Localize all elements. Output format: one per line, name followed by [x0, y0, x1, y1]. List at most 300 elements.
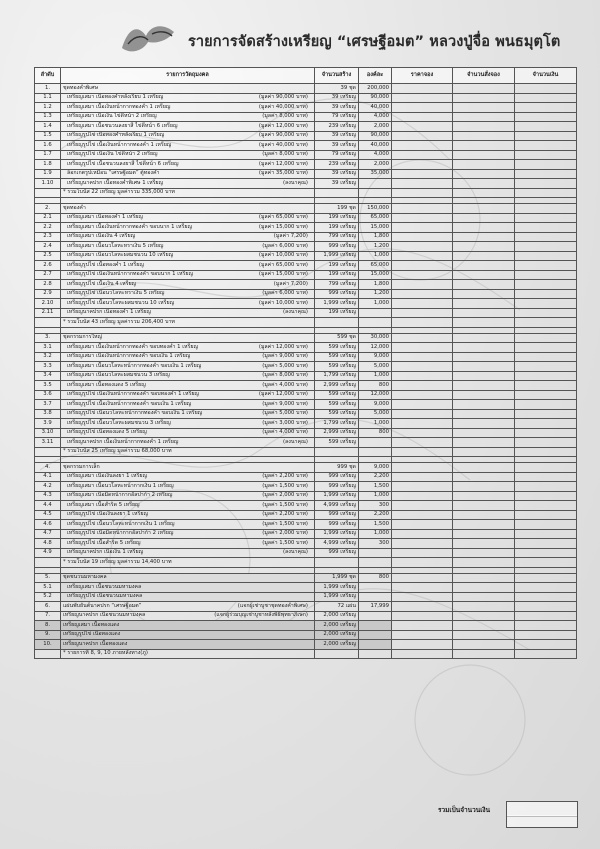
- reserve-price-field[interactable]: [392, 343, 453, 353]
- item-value-note: (มูลค่า 3,000 บาท): [262, 419, 308, 426]
- table-row: [35, 539, 577, 549]
- reserve-price-field[interactable]: [392, 558, 453, 568]
- reserve-price-field[interactable]: [392, 539, 453, 549]
- item-name: เหรียญเสมา เนื้อเงินหน้ากากทองคำ 1 เหรียญ: [67, 103, 171, 110]
- item-name: เหรียญเสมา เนื้อทองคำหลังเรียบ 1 เหรียญ: [67, 94, 164, 101]
- order-quantity-field[interactable]: [453, 122, 515, 132]
- reserve-price-field[interactable]: [392, 270, 453, 280]
- amount-field[interactable]: [515, 122, 577, 132]
- reserve-price-field[interactable]: [392, 242, 453, 252]
- order-quantity-field[interactable]: [453, 213, 515, 223]
- quantity-cell: 599 เหรียญ: [315, 343, 359, 353]
- reserve-price-field[interactable]: [392, 280, 453, 290]
- table-row: [35, 112, 577, 122]
- column-header: องค์ละ: [359, 68, 392, 84]
- row-number: 3.2: [35, 352, 61, 362]
- amount-field[interactable]: [515, 520, 577, 530]
- amount-field[interactable]: [515, 84, 577, 94]
- amount-field[interactable]: [515, 318, 577, 328]
- order-quantity-field[interactable]: [453, 289, 515, 299]
- item-name-cell: [61, 573, 315, 583]
- row-number: 2.6: [35, 261, 61, 271]
- item-name: เหรียญนาคปรก เนื้อเงินหน้ากากทองคำ 1 เหรียญ: [67, 438, 179, 445]
- unit-price-cell: 800: [359, 428, 392, 438]
- order-quantity-field[interactable]: [453, 232, 515, 242]
- order-quantity-field[interactable]: [453, 261, 515, 271]
- order-quantity-field[interactable]: [453, 318, 515, 328]
- amount-field[interactable]: [515, 390, 577, 400]
- reserve-price-field[interactable]: [392, 131, 453, 141]
- reserve-price-field[interactable]: [392, 188, 453, 198]
- reserve-price-field[interactable]: [392, 520, 453, 530]
- item-name: ชุดทองคำพิเศษ: [63, 84, 98, 91]
- quantity-cell: 2,000 เหรียญ: [315, 621, 359, 631]
- order-quantity-field[interactable]: [453, 482, 515, 492]
- order-quantity-field[interactable]: [453, 362, 515, 372]
- amount-field[interactable]: [515, 419, 577, 429]
- amount-field[interactable]: [515, 573, 577, 583]
- item-name: เหรียญรูปไข่ เนื้อทองแดง 5 เหรียญ: [67, 429, 147, 436]
- section-row: [35, 573, 577, 583]
- order-quantity-field[interactable]: [453, 280, 515, 290]
- row-number: 3.8: [35, 409, 61, 419]
- item-value-note: (มูลค่า 65,000 บาท): [258, 214, 308, 221]
- table-row: [35, 261, 577, 271]
- quantity-cell: 2,000 เหรียญ: [315, 630, 359, 640]
- order-quantity-field[interactable]: [453, 630, 515, 640]
- unit-price-cell: [359, 583, 392, 593]
- amount-field[interactable]: [515, 188, 577, 198]
- order-quantity-field[interactable]: [453, 169, 515, 179]
- item-name: เหรียญรูปไข่ เนื้อทองคำ 1 เหรียญ: [67, 261, 144, 268]
- reserve-price-field[interactable]: [392, 463, 453, 473]
- item-name: เหรียญรูปไข่ เนื้อมีดหน้ากากอัลปาก้า 2 เหรียญ: [67, 530, 174, 537]
- item-name: * รวมโบนัส 25 เหรียญ มูลค่ารวม 68,000 บาท: [63, 448, 172, 455]
- amount-field[interactable]: [515, 103, 577, 113]
- table-body: [35, 84, 577, 659]
- item-value-note: (มูลค่า 8,000 บาท): [262, 113, 308, 120]
- reserve-price-field[interactable]: [392, 308, 453, 318]
- reserve-price-field[interactable]: [392, 289, 453, 299]
- reserve-price-field[interactable]: [392, 362, 453, 372]
- reserve-price-field[interactable]: [392, 583, 453, 593]
- order-quantity-field[interactable]: [453, 131, 515, 141]
- row-number: 1.6: [35, 141, 61, 151]
- unit-price-cell: 30,000: [359, 333, 392, 343]
- quantity-cell: 199 เหรียญ: [315, 261, 359, 271]
- table-row: [35, 308, 577, 318]
- item-name-cell: [61, 548, 315, 558]
- quantity-cell: 199 ชุด: [315, 204, 359, 214]
- reserve-price-field[interactable]: [392, 122, 453, 132]
- item-name-cell: [61, 501, 315, 511]
- reserve-price-field[interactable]: [392, 223, 453, 233]
- row-number: 5.2: [35, 592, 61, 602]
- item-value-note: (มูลค่า 8,000 บาท): [262, 151, 308, 158]
- table-row: [35, 299, 577, 309]
- order-quantity-field[interactable]: [453, 463, 515, 473]
- reserve-price-field[interactable]: [392, 472, 453, 482]
- amount-field[interactable]: [515, 270, 577, 280]
- item-name: เหรียญนาคปรก เนื้อทองคำ 1 เหรียญ: [67, 309, 151, 316]
- amount-field[interactable]: [515, 381, 577, 391]
- amount-field[interactable]: [515, 438, 577, 448]
- reserve-price-field[interactable]: [392, 93, 453, 103]
- item-name-cell: [61, 390, 315, 400]
- quantity-cell: 199 เหรียญ: [315, 270, 359, 280]
- item-name: * รวมโบนัส 22 เหรียญ มูลค่ารวม 335,000 บาท: [63, 189, 175, 196]
- table-row: [35, 482, 577, 492]
- reserve-price-field[interactable]: [392, 482, 453, 492]
- reserve-price-field[interactable]: [392, 204, 453, 214]
- amount-field[interactable]: [515, 261, 577, 271]
- amount-field[interactable]: [515, 592, 577, 602]
- reserve-price-field[interactable]: [392, 179, 453, 189]
- order-quantity-field[interactable]: [453, 640, 515, 650]
- order-quantity-field[interactable]: [453, 179, 515, 189]
- reserve-price-field[interactable]: [392, 84, 453, 94]
- order-quantity-field[interactable]: [453, 93, 515, 103]
- order-quantity-field[interactable]: [453, 390, 515, 400]
- item-value-note: (มูลค่า 35,000 บาท): [258, 170, 308, 177]
- amount-field[interactable]: [515, 640, 577, 650]
- reserve-price-field[interactable]: [392, 592, 453, 602]
- order-quantity-field[interactable]: [453, 251, 515, 261]
- unit-price-cell: 800: [359, 573, 392, 583]
- item-name: เหรียญรูปไข่ เนื้อสำริด 5 เหรียญ: [67, 539, 141, 546]
- reserve-price-field[interactable]: [392, 160, 453, 170]
- item-name: เหรียญรูปไข่ เนื้อนวโลหะหน้ากากเงิน 1 เหรียญ: [67, 520, 175, 527]
- reserve-price-field[interactable]: [392, 299, 453, 309]
- unit-price-cell: 2,000: [359, 122, 392, 132]
- unit-price-cell: 15,000: [359, 270, 392, 280]
- row-number: 2.11: [35, 308, 61, 318]
- reserve-price-field[interactable]: [392, 438, 453, 448]
- amount-field[interactable]: [515, 558, 577, 568]
- order-quantity-field[interactable]: [453, 539, 515, 549]
- row-number: 3.10: [35, 428, 61, 438]
- item-name: เหรียญเสมา เนื้อเงินหน้ากากทองคำ ขอบเงิน 1 เหรียญ: [67, 353, 191, 360]
- amount-field[interactable]: [515, 251, 577, 261]
- bonus-summary-row: [35, 188, 577, 198]
- order-quantity-field[interactable]: [453, 409, 515, 419]
- amount-field[interactable]: [515, 179, 577, 189]
- amount-field[interactable]: [515, 223, 577, 233]
- quantity-cell: 799 เหรียญ: [315, 280, 359, 290]
- reserve-price-field[interactable]: [392, 428, 453, 438]
- amount-field[interactable]: [515, 539, 577, 549]
- item-name: ชุดชนวนมหามงคล: [63, 574, 107, 581]
- order-quantity-field[interactable]: [453, 510, 515, 520]
- item-value-note: (มูลค่า 4,000 บาท): [262, 381, 308, 388]
- reserve-price-field[interactable]: [392, 621, 453, 631]
- reserve-price-field[interactable]: [392, 400, 453, 410]
- row-number: 6.: [35, 602, 61, 612]
- reserve-price-field[interactable]: [392, 169, 453, 179]
- amount-field[interactable]: [515, 482, 577, 492]
- amount-field[interactable]: [515, 160, 577, 170]
- unit-price-cell: 1,000: [359, 491, 392, 501]
- reserve-price-field[interactable]: [392, 352, 453, 362]
- item-value-note: (มูลค่า 7,200): [273, 280, 308, 287]
- order-quantity-field[interactable]: [453, 223, 515, 233]
- item-name-cell: [61, 251, 315, 261]
- table-row: [35, 251, 577, 261]
- reserve-price-field[interactable]: [392, 261, 453, 271]
- order-quantity-field[interactable]: [453, 573, 515, 583]
- amount-field[interactable]: [515, 352, 577, 362]
- bonus-summary-row: [35, 447, 577, 457]
- amount-field[interactable]: [515, 289, 577, 299]
- item-name: เหรียญเสมา เนื้อนวโลหะหราเงิน 5 เหรียญ: [67, 242, 164, 249]
- order-quantity-field[interactable]: [453, 112, 515, 122]
- amount-field[interactable]: [515, 447, 577, 457]
- amount-field[interactable]: [515, 362, 577, 372]
- order-quantity-field[interactable]: [453, 611, 515, 621]
- amount-field[interactable]: [515, 213, 577, 223]
- amount-field[interactable]: [515, 308, 577, 318]
- bonus-summary-row: [35, 318, 577, 328]
- order-quantity-field[interactable]: [453, 103, 515, 113]
- item-name-cell: [61, 213, 315, 223]
- order-quantity-field[interactable]: [453, 529, 515, 539]
- amount-field[interactable]: [515, 409, 577, 419]
- order-quantity-field[interactable]: [453, 491, 515, 501]
- order-quantity-field[interactable]: [453, 548, 515, 558]
- table-row: [35, 510, 577, 520]
- amount-field[interactable]: [515, 428, 577, 438]
- item-name: เหรียญรูปไข่ เนื้อชนวนมหามงคล: [67, 593, 143, 600]
- quantity-cell: 1,999 เหรียญ: [315, 529, 359, 539]
- item-value-note: (ลงนาคุณ): [282, 309, 308, 316]
- quantity-cell: 599 เหรียญ: [315, 400, 359, 410]
- row-number: 1.3: [35, 112, 61, 122]
- reserve-price-field[interactable]: [392, 251, 453, 261]
- row-number: 9.: [35, 630, 61, 640]
- amount-field[interactable]: [515, 463, 577, 473]
- row-number: 3.5: [35, 381, 61, 391]
- amount-field[interactable]: [515, 204, 577, 214]
- reserve-price-field[interactable]: [392, 501, 453, 511]
- table-row: [35, 213, 577, 223]
- quantity-cell: [315, 188, 359, 198]
- order-quantity-field[interactable]: [453, 419, 515, 429]
- reserve-price-field[interactable]: [392, 232, 453, 242]
- item-name: เหรียญรูปไข่ เนื้อเงินหน้ากากทองคำ ขอบนาก 1 เหรียญ: [67, 271, 193, 278]
- amount-field[interactable]: [515, 299, 577, 309]
- order-quantity-field[interactable]: [453, 381, 515, 391]
- reserve-price-field[interactable]: [392, 103, 453, 113]
- order-quantity-field[interactable]: [453, 308, 515, 318]
- reserve-price-field[interactable]: [392, 529, 453, 539]
- order-quantity-field[interactable]: [453, 352, 515, 362]
- quantity-cell: 599 เหรียญ: [315, 390, 359, 400]
- item-name-cell: [61, 539, 315, 549]
- unit-price-cell: 12,000: [359, 343, 392, 353]
- reserve-price-field[interactable]: [392, 112, 453, 122]
- reserve-price-field[interactable]: [392, 141, 453, 151]
- amount-field[interactable]: [515, 510, 577, 520]
- row-number: 1.5: [35, 131, 61, 141]
- unit-price-cell: 1,000: [359, 371, 392, 381]
- item-value-note: (มูลค่า 15,000 บาท): [258, 271, 308, 278]
- quantity-cell: 1,999 ชุด: [315, 573, 359, 583]
- amount-field[interactable]: [515, 611, 577, 621]
- unit-price-cell: 1,200: [359, 242, 392, 252]
- item-name-cell: [61, 428, 315, 438]
- unit-price-cell: 90,000: [359, 131, 392, 141]
- reserve-price-field[interactable]: [392, 318, 453, 328]
- order-quantity-field[interactable]: [453, 150, 515, 160]
- reserve-price-field[interactable]: [392, 649, 453, 659]
- reserve-price-field[interactable]: [392, 548, 453, 558]
- unit-price-cell: 300: [359, 539, 392, 549]
- row-number: 5.: [35, 573, 61, 583]
- reserve-price-field[interactable]: [392, 381, 453, 391]
- amount-field[interactable]: [515, 602, 577, 612]
- amount-field[interactable]: [515, 112, 577, 122]
- reserve-price-field[interactable]: [392, 611, 453, 621]
- table-row: [35, 103, 577, 113]
- amount-field[interactable]: [515, 150, 577, 160]
- quantity-cell: 2,000 เหรียญ: [315, 611, 359, 621]
- item-value-note: (มูลค่า 1,500 บาท): [262, 520, 308, 527]
- item-value-note: [308, 335, 312, 340]
- order-quantity-field[interactable]: [453, 270, 515, 280]
- order-quantity-field[interactable]: [453, 583, 515, 593]
- reserve-price-field[interactable]: [392, 447, 453, 457]
- order-quantity-field[interactable]: [453, 160, 515, 170]
- quantity-cell: 599 เหรียญ: [315, 362, 359, 372]
- total-amount-field-extra[interactable]: [506, 815, 578, 828]
- order-quantity-field[interactable]: [453, 558, 515, 568]
- reserve-price-field[interactable]: [392, 371, 453, 381]
- order-quantity-field[interactable]: [453, 333, 515, 343]
- table-row: [35, 501, 577, 511]
- reserve-price-field[interactable]: [392, 602, 453, 612]
- amount-field[interactable]: [515, 242, 577, 252]
- item-value-note: (มูลค่า 1,500 บาท): [262, 482, 308, 489]
- column-header: จำนวนสั่งจอง: [453, 68, 515, 84]
- unit-price-cell: [359, 611, 392, 621]
- item-value-note: (มูลค่า 40,000 บาท): [258, 141, 308, 148]
- reserve-price-field[interactable]: [392, 390, 453, 400]
- row-number: 3.11: [35, 438, 61, 448]
- reserve-price-field[interactable]: [392, 419, 453, 429]
- item-value-note: [308, 623, 312, 628]
- order-quantity-field[interactable]: [453, 141, 515, 151]
- item-name: เหรียญเสมา เนื้อทองแดง: [63, 621, 120, 628]
- amount-field[interactable]: [515, 621, 577, 631]
- unit-price-cell: 1,200: [359, 289, 392, 299]
- unit-price-cell: 65,000: [359, 213, 392, 223]
- order-quantity-field[interactable]: [453, 371, 515, 381]
- reserve-price-field[interactable]: [392, 333, 453, 343]
- amount-field[interactable]: [515, 491, 577, 501]
- order-quantity-field[interactable]: [453, 501, 515, 511]
- item-name-cell: [61, 93, 315, 103]
- amount-field[interactable]: [515, 583, 577, 593]
- item-value-note: (มูลค่า 2,200 บาท): [262, 473, 308, 480]
- row-number: 5.1: [35, 583, 61, 593]
- amount-field[interactable]: [515, 501, 577, 511]
- order-quantity-field[interactable]: [453, 649, 515, 659]
- table-row: [35, 232, 577, 242]
- table-row: [35, 592, 577, 602]
- amount-field[interactable]: [515, 141, 577, 151]
- bonus-summary-row: [35, 649, 577, 659]
- order-quantity-field[interactable]: [453, 343, 515, 353]
- order-quantity-field[interactable]: [453, 472, 515, 482]
- order-quantity-field[interactable]: [453, 621, 515, 631]
- order-quantity-field[interactable]: [453, 84, 515, 94]
- amount-field[interactable]: [515, 548, 577, 558]
- row-number: 7.: [35, 611, 61, 621]
- quantity-cell: [315, 649, 359, 659]
- page-title: รายการจัดสร้างเหรียญ “เศรษฐีอมต” หลวงปู่จื่อ พนธมุตฺโต: [188, 34, 561, 50]
- unit-price-cell: 40,000: [359, 103, 392, 113]
- amount-field[interactable]: [515, 169, 577, 179]
- order-quantity-field[interactable]: [453, 592, 515, 602]
- item-name-cell: [61, 188, 315, 198]
- reserve-price-field[interactable]: [392, 630, 453, 640]
- amount-field[interactable]: [515, 280, 577, 290]
- unit-price-cell: 1,000: [359, 299, 392, 309]
- amount-field[interactable]: [515, 472, 577, 482]
- order-quantity-field[interactable]: [453, 520, 515, 530]
- item-name-cell: [61, 419, 315, 429]
- amount-field[interactable]: [515, 630, 577, 640]
- reserve-price-field[interactable]: [392, 510, 453, 520]
- amount-field[interactable]: [515, 371, 577, 381]
- reserve-price-field[interactable]: [392, 213, 453, 223]
- item-name-cell: [61, 438, 315, 448]
- table-row: [35, 611, 577, 621]
- table-row: [35, 131, 577, 141]
- order-quantity-field[interactable]: [453, 299, 515, 309]
- reserve-price-field[interactable]: [392, 640, 453, 650]
- amount-field[interactable]: [515, 131, 577, 141]
- reserve-price-field[interactable]: [392, 573, 453, 583]
- item-value-note: (มูลค่า 90,000 บาท): [258, 132, 308, 139]
- amount-field[interactable]: [515, 343, 577, 353]
- amount-field[interactable]: [515, 649, 577, 659]
- amount-field[interactable]: [515, 400, 577, 410]
- order-quantity-field[interactable]: [453, 204, 515, 214]
- order-quantity-field[interactable]: [453, 400, 515, 410]
- reserve-price-field[interactable]: [392, 491, 453, 501]
- reserve-price-field[interactable]: [392, 150, 453, 160]
- item-value-note: (มูลค่า 6,000 บาท): [262, 290, 308, 297]
- amount-field[interactable]: [515, 333, 577, 343]
- table-row: [35, 289, 577, 299]
- order-quantity-field[interactable]: [453, 188, 515, 198]
- item-name-cell: [61, 308, 315, 318]
- amount-field[interactable]: [515, 232, 577, 242]
- order-quantity-field[interactable]: [453, 242, 515, 252]
- order-quantity-field[interactable]: [453, 428, 515, 438]
- item-name: เหรียญเสมา เนื้อเงินหน้ากากทองคำ ขอบทองคำ 1 เหรียญ: [67, 343, 198, 350]
- amount-field[interactable]: [515, 93, 577, 103]
- amount-field[interactable]: [515, 529, 577, 539]
- item-name: เหรียญเสมา เนื้อเงิน ไข่ดีหน้า 2 เหรียญ: [67, 113, 157, 120]
- reserve-price-field[interactable]: [392, 409, 453, 419]
- order-quantity-field[interactable]: [453, 602, 515, 612]
- order-quantity-field[interactable]: [453, 447, 515, 457]
- order-quantity-field[interactable]: [453, 438, 515, 448]
- item-value-note: (มูลค่า 12,000 บาท): [258, 391, 308, 398]
- row-number: 1.10: [35, 179, 61, 189]
